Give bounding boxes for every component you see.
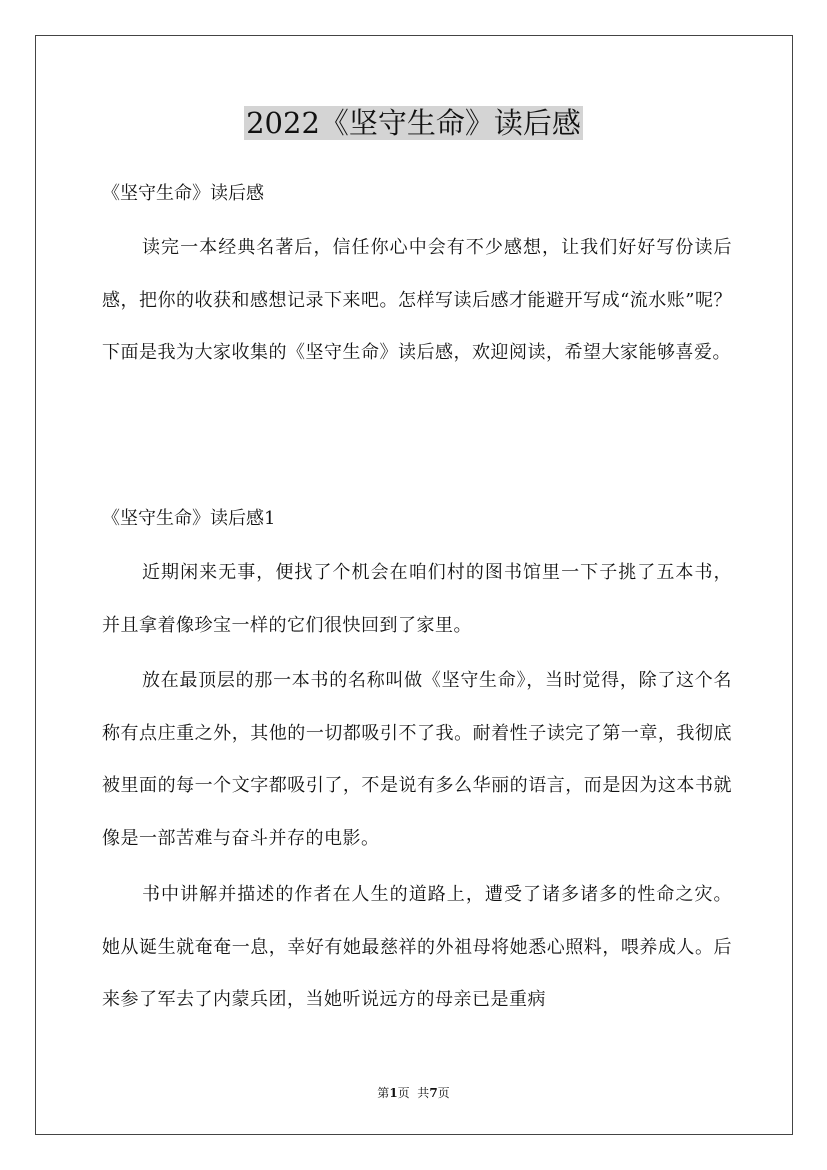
page-footer [0,1085,827,1101]
body-paragraph-3: 书中讲解并描述的作者在人生的道路上，遭受了诸多诸多的性命之灾。她从诞生就奄奄一息，幸好有她最慈祥的外祖母将她悉心照料，喂养成人。后来参了军去了内蒙兵团，当她听说远方的母亲已是重病 [102,884,732,1010]
body-paragraph-2: 放在最顶层的那一本书的名称叫做《坚守生命》，当时觉得，除了这个名称有点庄重之外，其他的一切都吸引不了我。耐着性子读完了第一章，我彻底被里面的每一个文字都吸引了，不是说有多么华丽的语言，而是因为这本书就像是一部苦难与奋斗并存的电影。 [102,670,732,849]
footer-mid: 页 共 [397,1086,430,1100]
intro-heading: 《坚守生命》读后感 [102,183,264,204]
section1-heading: 《坚守生命》读后感1 [102,508,276,529]
body-paragraph-1: 近期闲来无事，便找了个机会在咱们村的图书馆里一下子挑了五本书，并且拿着像珍宝一样的它们很快回到了家里。 [102,562,732,636]
document-title-text: 2022《坚守生命》读后感 [246,106,581,140]
intro-paragraph: 读完一本经典名著后，信任你心中会有不少感想，让我们好好写份读后感，把你的收获和感想记录下来吧。怎样写读后感才能避开写成“流水账”呢？下面是我为大家收集的《坚守生命》读后感，欢迎阅读，希望大家能够喜爱。 [102,237,732,363]
document-title [0,104,827,142]
footer-page-total: 7 [429,1086,438,1100]
footer-page-current: 1 [389,1086,398,1100]
footer-suffix: 页 [437,1086,450,1100]
footer-prefix: 第 [377,1086,390,1100]
